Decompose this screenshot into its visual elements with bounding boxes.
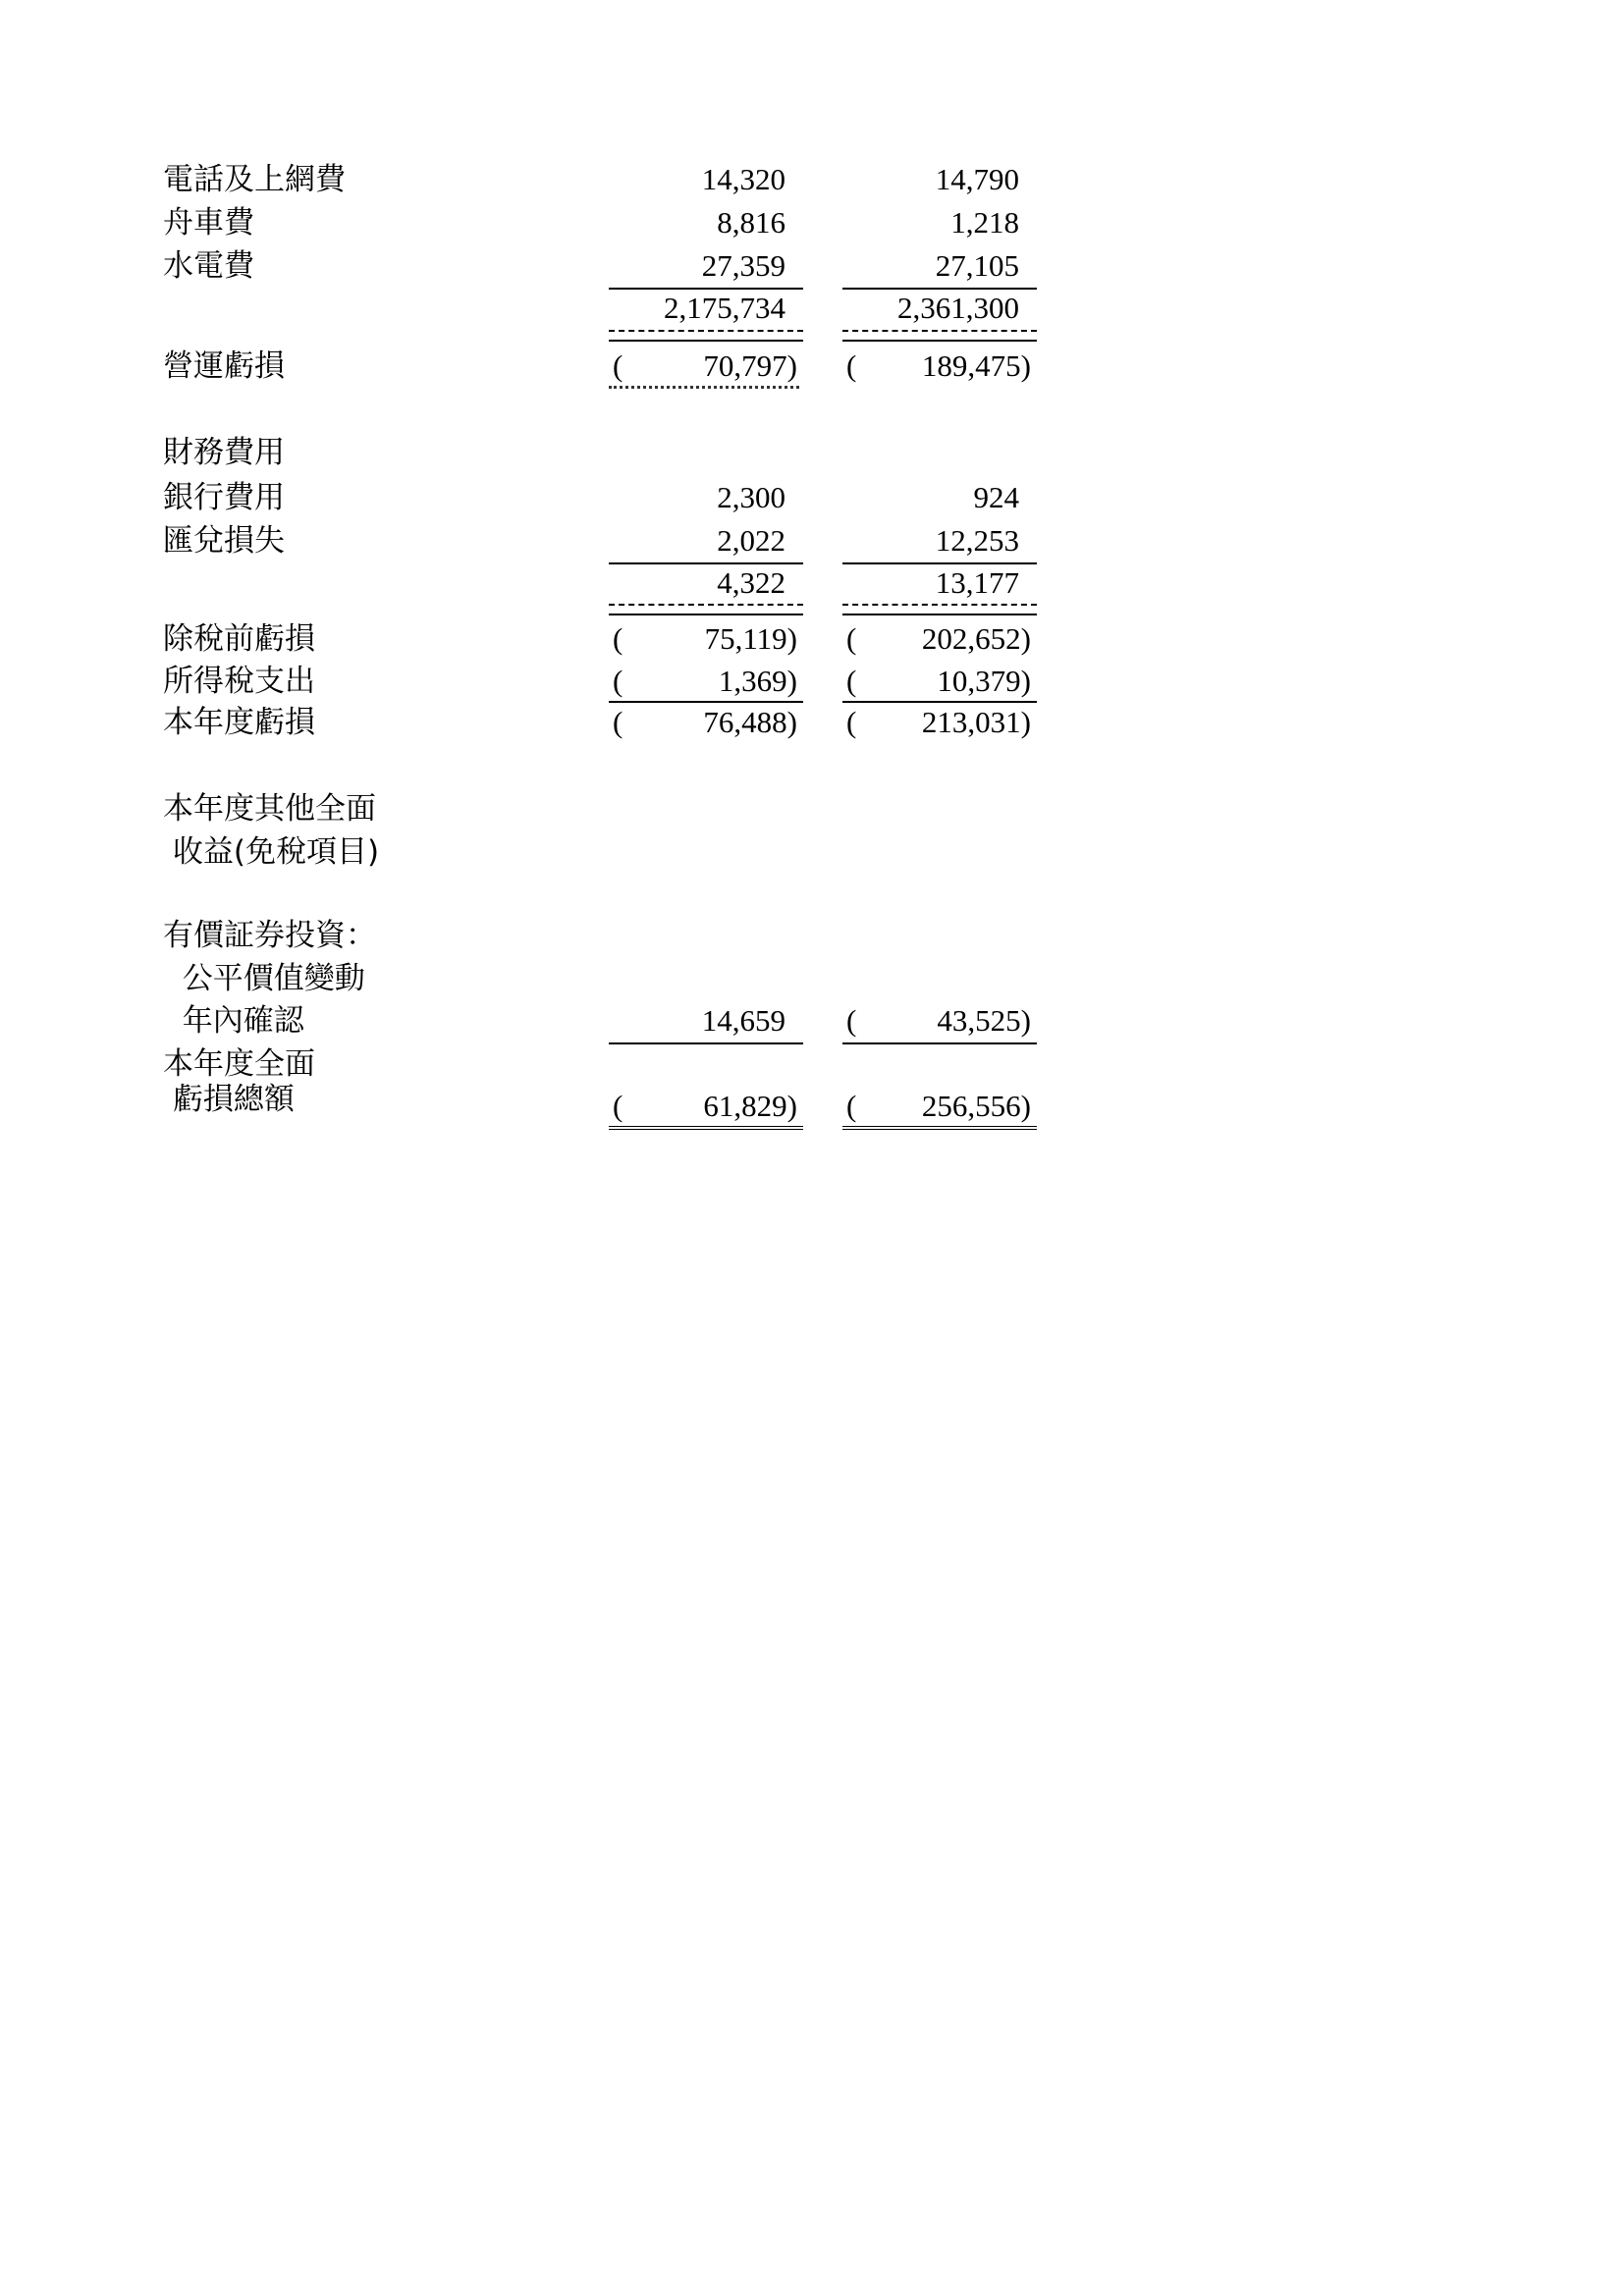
value-income-tax-col2 — [842, 664, 1037, 699]
row-label-total-comprehensive-line1: 本年度全面 — [163, 1046, 315, 1082]
value-bank-charges-col2 — [842, 480, 1037, 515]
subtotal-rule — [842, 1042, 1037, 1044]
value-income-tax-col1 — [609, 664, 803, 699]
open-paren: ( — [846, 621, 857, 656]
amount: 12,253 — [935, 523, 1019, 558]
dashed-rule — [842, 604, 1037, 606]
row-label-operating-loss: 營運虧損 — [163, 348, 285, 384]
amount: 27,105 — [935, 248, 1019, 283]
row-label-loss-before-tax: 除稅前虧損 — [163, 621, 315, 657]
row-label-loss-for-year: 本年度虧損 — [163, 705, 315, 740]
amount: 14,790 — [935, 162, 1019, 196]
open-paren: ( — [613, 1089, 623, 1123]
row-label-exchange-loss: 匯兌損失 — [163, 523, 285, 559]
amount: 924 — [973, 480, 1019, 514]
value-loss-before-tax-col2 — [842, 621, 1037, 657]
value-finance-total-col2 — [842, 565, 1037, 601]
value-loss-for-year-col2 — [842, 705, 1037, 740]
value-operating-loss-col1 — [609, 348, 803, 384]
subtotal-rule — [609, 1042, 803, 1044]
section-heading-securities: 有價証券投資： — [163, 918, 376, 953]
value-telephone-col1 — [609, 162, 803, 197]
value-fair-value-col1 — [609, 1003, 803, 1039]
subtotal-rule — [842, 701, 1037, 703]
value-utilities-col2 — [842, 248, 1037, 284]
amount: 4,322 — [717, 565, 785, 600]
amount: 189,475) — [921, 348, 1031, 383]
amount: 1,369) — [718, 664, 797, 698]
row-label-bank-charges: 銀行費用 — [163, 480, 285, 515]
dashed-rule — [609, 604, 803, 606]
open-paren: ( — [846, 1003, 857, 1038]
amount: 10,379) — [937, 664, 1031, 698]
value-total-comprehensive-col2 — [842, 1089, 1037, 1124]
value-vehicle-col1 — [609, 205, 803, 240]
row-label-utilities: 水電費 — [163, 248, 254, 284]
double-rule — [609, 1126, 803, 1131]
open-paren: ( — [846, 1089, 857, 1123]
amount: 43,525) — [937, 1003, 1031, 1038]
value-bank-charges-col1 — [609, 480, 803, 515]
amount: 8,816 — [717, 205, 785, 240]
value-fair-value-col2 — [842, 1003, 1037, 1039]
row-label-total-comprehensive-line2: 虧損總額 — [163, 1082, 295, 1117]
amount: 13,177 — [935, 565, 1019, 600]
amount: 76,488) — [703, 705, 797, 739]
dotted-rule — [609, 386, 799, 389]
row-label-fair-value-line2: 年內確認 — [163, 1003, 304, 1039]
row-label-income-tax: 所得稅支出 — [163, 664, 315, 699]
amount: 1,218 — [950, 205, 1019, 240]
total-rule — [609, 340, 803, 342]
open-paren: ( — [846, 348, 857, 383]
value-exchange-loss-col1 — [609, 523, 803, 559]
open-paren: ( — [613, 664, 623, 698]
value-telephone-col2 — [842, 162, 1037, 197]
total-rule — [842, 340, 1037, 342]
value-utilities-col1 — [609, 248, 803, 284]
amount: 14,320 — [701, 162, 785, 196]
amount: 61,829) — [703, 1089, 797, 1123]
open-paren: ( — [613, 621, 623, 656]
value-expenses-total-col1 — [609, 291, 803, 326]
value-loss-for-year-col1 — [609, 705, 803, 740]
amount: 2,300 — [717, 480, 785, 514]
double-rule — [842, 1126, 1037, 1131]
total-rule — [609, 614, 803, 615]
amount: 2,022 — [717, 523, 785, 558]
amount: 2,175,734 — [664, 291, 785, 325]
value-vehicle-col2 — [842, 205, 1037, 240]
amount: 2,361,300 — [897, 291, 1019, 325]
subtotal-rule — [609, 288, 803, 290]
row-label-telephone: 電話及上網費 — [163, 162, 346, 197]
subtotal-rule — [842, 288, 1037, 290]
subtotal-rule — [609, 562, 803, 564]
section-heading-oci-line1: 本年度其他全面 — [163, 791, 376, 827]
total-rule — [842, 614, 1037, 615]
subtotal-rule — [609, 701, 803, 703]
amount: 14,659 — [701, 1003, 785, 1038]
value-exchange-loss-col2 — [842, 523, 1037, 559]
value-loss-before-tax-col1 — [609, 621, 803, 657]
amount: 256,556) — [921, 1089, 1031, 1123]
open-paren: ( — [613, 348, 623, 383]
open-paren: ( — [613, 705, 623, 739]
row-label-vehicle: 舟車費 — [163, 205, 254, 240]
row-label-fair-value-line1: 公平價值變動 — [163, 961, 365, 996]
section-heading-finance-costs: 財務費用 — [163, 435, 285, 470]
subtotal-rule — [842, 562, 1037, 564]
dashed-rule — [842, 330, 1037, 332]
amount: 75,119) — [704, 621, 797, 656]
value-finance-total-col1 — [609, 565, 803, 601]
dashed-rule — [609, 330, 803, 332]
open-paren: ( — [846, 664, 857, 698]
value-total-comprehensive-col1 — [609, 1089, 803, 1124]
section-heading-oci-line2: 收益(免稅項目) — [163, 834, 380, 870]
value-operating-loss-col2 — [842, 348, 1037, 384]
amount: 213,031) — [921, 705, 1031, 739]
value-expenses-total-col2 — [842, 291, 1037, 326]
open-paren: ( — [846, 705, 857, 739]
amount: 70,797) — [703, 348, 797, 383]
amount: 202,652) — [921, 621, 1031, 656]
amount: 27,359 — [701, 248, 785, 283]
